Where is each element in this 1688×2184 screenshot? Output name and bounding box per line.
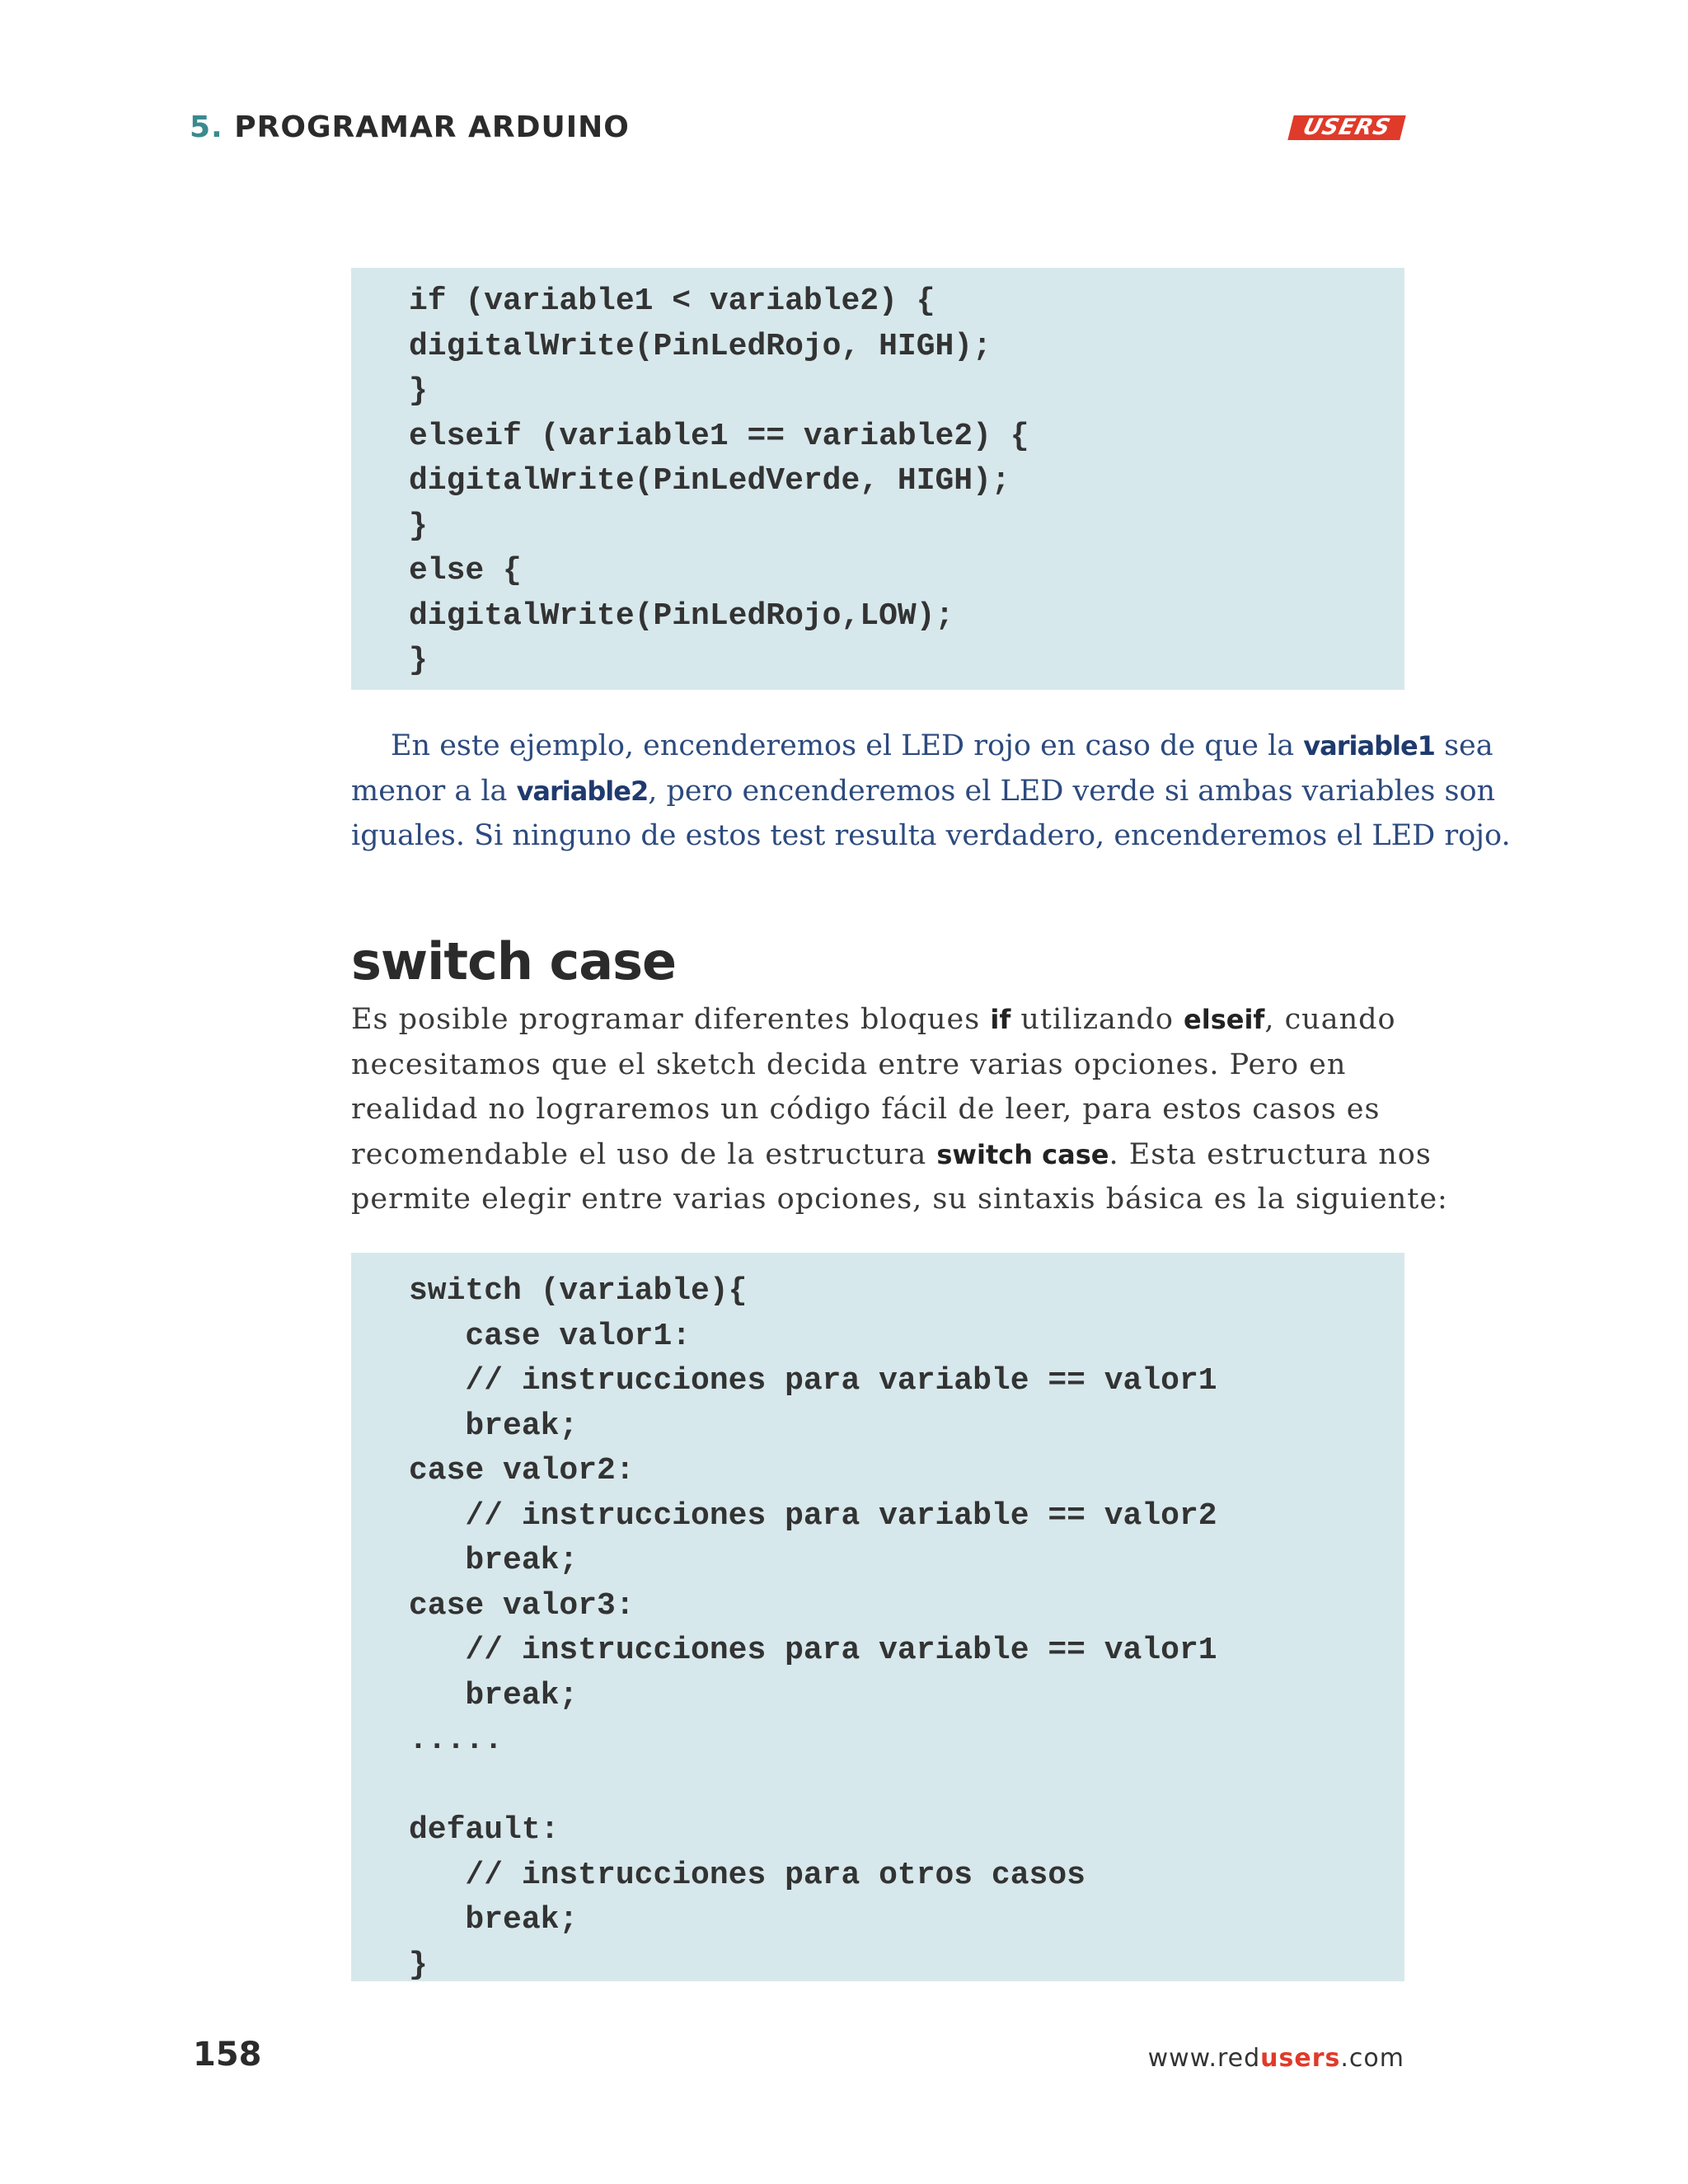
keyword-variable2: variable2 [516,775,649,807]
paragraph-line: necesitamos que el sketch decida entre varias opciones. Pero en [351,1047,1347,1081]
section-heading: switch case [351,931,677,991]
page-number: 158 [193,2036,262,2074]
users-logo-text: USERS [1300,115,1394,140]
keyword-if: if [990,1004,1011,1035]
switch-case-paragraph [351,997,1448,1222]
text-run: En este ejemplo, encenderemos el LED rojo en caso de que la [391,729,1304,762]
text-run: sea [1434,729,1493,762]
chapter-number: 5. [190,110,223,144]
keyword-elseif: elseif [1184,1004,1265,1035]
code-block-switch-text: switch (variable){ case valor1: // instrucciones para variable == valor1 break; case valor2: // instrucciones para variable == valor2 break; case valor3: // instrucciones para variable == valor1 break; ..... default: // instrucciones para otros casos break; } [409,1273,1217,1983]
keyword-variable1: variable1 [1303,730,1435,762]
explanation-paragraph [351,724,1511,859]
text-run: utilizando [1010,1003,1184,1036]
text-run: recomendable el uso de la estructura [351,1137,937,1171]
paragraph-line [351,997,1414,1043]
paragraph-line [351,724,1493,769]
url-prefix: www.red [1147,2044,1261,2073]
footer-url [1148,2044,1404,2073]
code-block-if-else-text: if (variable1 < variable2) { digitalWrite(PinLedRojo, HIGH); } elseif (variable1 == variable2) { digitalWrite(PinLedVerde, HIGH); } else { digitalWrite(PinLedRojo,LOW); } [409,284,1029,678]
paragraph-line [351,769,1496,814]
text-run: Es posible programar diferentes bloques [351,1003,991,1036]
paragraph-line: realidad no lograremos un código fácil de leer, para estos casos es [351,1093,1381,1126]
paragraph-line [351,1132,1432,1178]
chapter-header [190,110,630,144]
chapter-title: PROGRAMAR ARDUINO [234,110,630,144]
text-run: menor a la [351,774,517,808]
code-block-switch [351,1253,1404,1981]
text-run: , pero encenderemos el LED verde si ambas variables son [648,774,1496,808]
url-suffix: .com [1340,2044,1404,2073]
url-brand: users [1260,2044,1341,2073]
code-block-if-else [351,268,1404,690]
text-run: . Esta estructura nos [1109,1137,1432,1171]
paragraph-line: permite elegir entre varias opciones, su sintaxis básica es la siguiente: [351,1183,1448,1216]
text-run: , cuando [1264,1003,1396,1036]
users-logo [1287,115,1405,140]
paragraph-line: iguales. Si ninguno de estos test resulta verdadero, encenderemos el LED rojo. [351,819,1511,852]
keyword-switch-case: switch case [936,1138,1109,1170]
